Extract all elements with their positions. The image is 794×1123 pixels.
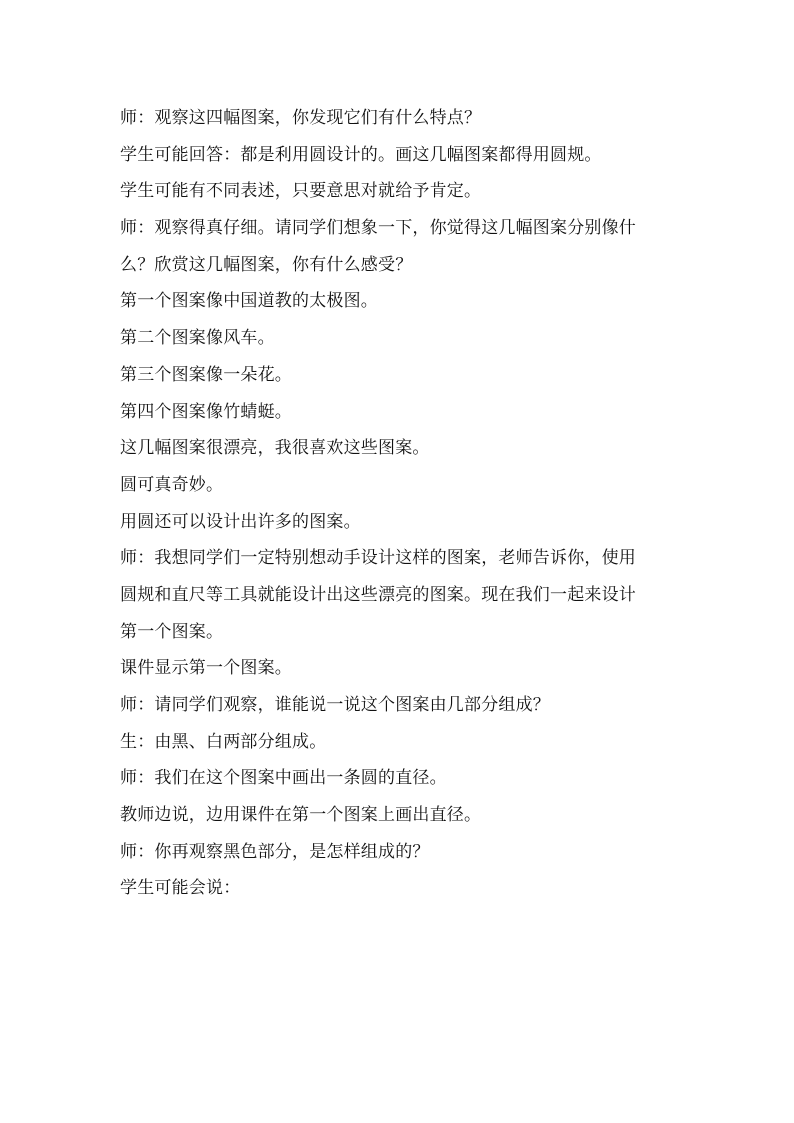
text-line: 第二个图案像风车。	[120, 328, 275, 349]
text-line: 这几幅图案很漂亮，我很喜欢这些图案。	[120, 438, 430, 459]
text-line: 第一个图案像中国道教的太极图。	[120, 291, 378, 312]
text-line: 教师边说，边用课件在第一个图案上画出直径。	[120, 805, 482, 826]
text-line: 师：请同学们观察，谁能说一说这个图案由几部分组成？	[120, 695, 550, 715]
text-line: 师：我们在这个图案中画出一条圆的直径。	[120, 768, 447, 789]
document-body	[120, 100, 680, 907]
text-line: 圆可真奇妙。	[120, 474, 224, 495]
text-line: 第四个图案像竹蜻蜓。	[120, 401, 292, 422]
text-line: 第三个图案像一朵花。	[120, 364, 292, 385]
text-line: 圆规和直尺等工具就能设计出这些漂亮的图案。现在我们一起来设计	[120, 584, 636, 605]
text-line: 师：你再观察黑色部分，是怎样组成的？	[120, 841, 430, 862]
text-line: 生：由黑、白两部分组成。	[120, 731, 327, 752]
text-line: 学生可能会说：	[120, 878, 241, 899]
text-line: 用圆还可以设计出许多的图案。	[120, 511, 361, 532]
text-line: 师：观察得真仔细。请同学们想象一下，你觉得这几幅图案分别像什	[120, 218, 636, 239]
text-line: 师：观察这四幅图案，你发现它们有什么特点？	[120, 108, 482, 128]
text-line: 学生可能回答：都是利用圆设计的。画这几幅图案都得用圆规。	[120, 144, 602, 165]
text-line: 第一个图案。	[120, 621, 224, 642]
text-line: 课件显示第一个图案。	[120, 658, 292, 679]
text-line: 么？欣赏这几幅图案，你有什么感受？	[120, 254, 413, 275]
text-line: 师：我想同学们一定特别想动手设计这样的图案，老师告诉你，使用	[120, 548, 636, 569]
text-line: 学生可能有不同表述，只要意思对就给予肯定。	[120, 181, 482, 202]
